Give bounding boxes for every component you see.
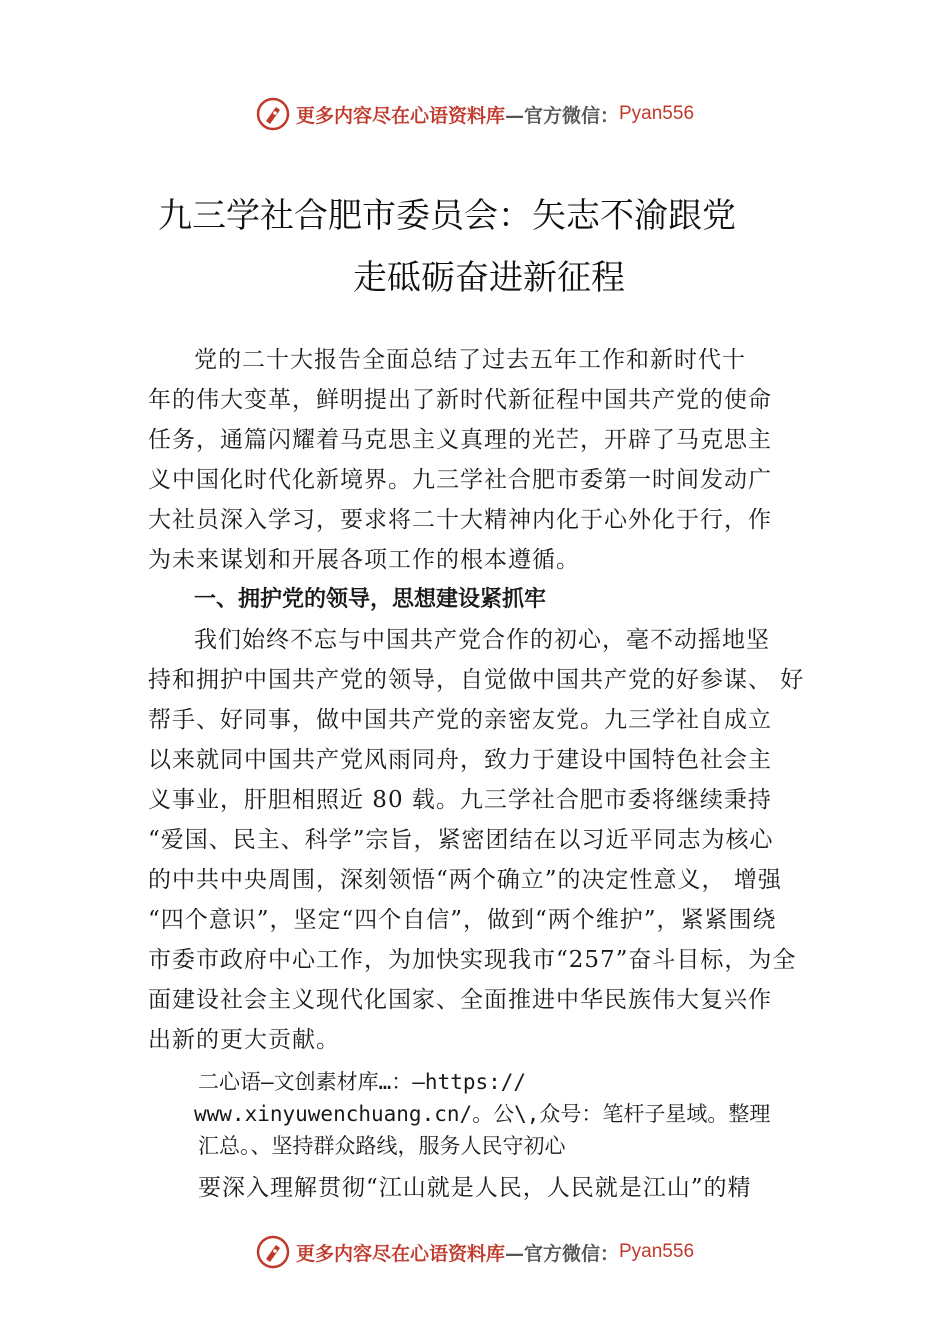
- paragraph-2-line: 我们始终不忘与中国共产党合作的初心，毫不动摇地坚: [194, 627, 770, 653]
- paragraph-1-line: 大社员深入学习，要求将二十大精神内化于心外化于行，作: [148, 507, 772, 533]
- paragraph-3-line: 要深入理解贯彻“江山就是人民，人民就是江山”的精: [198, 1175, 752, 1201]
- paragraph-2-line: 义事业，肝胆相照近 80 载。九三学社合肥市委将继续秉持: [148, 787, 772, 813]
- watermark-text: 更多内容尽在心语资料库: [295, 104, 505, 127]
- watermark-banner-bottom: [0, 1232, 950, 1272]
- watermark-wechat-id: Pyan556: [619, 103, 695, 124]
- watermark-banner-top: [0, 94, 950, 134]
- paragraph-1-line: 义中国化时代化新境界。九三学社合肥市委第一时间发动广: [148, 467, 772, 493]
- paragraph-2-line: 持和拥护中国共产党的领导，自觉做中国共产党的好参谋、 好: [148, 667, 805, 693]
- paragraph-1-line: 为未来谋划和开展各项工作的根本遵循。: [148, 547, 580, 573]
- pen-nib-logo-icon: [256, 1235, 290, 1269]
- watermark-text: 更多内容尽在心语资料库: [295, 1242, 505, 1265]
- document-title-line-2: 走砥砺奋进新征程: [353, 258, 625, 298]
- section-heading-1: 一、拥护党的领导，思想建设紧抓牢: [194, 587, 547, 612]
- source-note-line: 二心语—文创素材库…：—https://: [198, 1070, 527, 1094]
- paragraph-1-line: 年的伟大变革，鲜明提出了新时代新征程中国共产党的使命: [148, 387, 772, 413]
- paragraph-2-line: “四个意识”，坚定“四个自信”，做到“两个维护”，紧紧围绕: [148, 907, 777, 933]
- watermark-separator: —官方微信：: [504, 104, 619, 127]
- paragraph-2-line: 面建设社会主义现代化国家、全面推进中华民族伟大复兴作: [148, 987, 772, 1013]
- paragraph-2-line: 市委市政府中心工作，为加快实现我市“257”奋斗目标，为全: [148, 947, 797, 973]
- paragraph-2-line: 的中共中央周围，深刻领悟“两个确立”的决定性意义， 增强: [148, 867, 782, 893]
- paragraph-1-line: 任务，通篇闪耀着马克思主义真理的光芒，开辟了马克思主: [148, 427, 772, 453]
- watermark-separator: —官方微信：: [504, 1242, 619, 1265]
- source-note-line: www.xinyuwenchuang.cn/。公\,众号：笔杆子星域。整理: [194, 1102, 771, 1126]
- paragraph-2-line: 出新的更大贡献。: [148, 1027, 340, 1053]
- paragraph-2-line: 以来就同中国共产党风雨同舟，致力于建设中国特色社会主: [148, 747, 772, 773]
- watermark-wechat-id: Pyan556: [619, 1241, 695, 1262]
- pen-nib-logo-icon: [256, 97, 290, 131]
- source-note: [148, 1066, 838, 1162]
- document-title-line-1: 九三学社合肥市委员会：矢志不渝跟党: [158, 196, 736, 236]
- paragraph-2-line: 帮手、好同事，做中国共产党的亲密友党。九三学社自成立: [148, 707, 772, 733]
- paragraph-1-line: 党的二十大报告全面总结了过去五年工作和新时代十: [194, 347, 746, 373]
- source-note-line: 汇总。、坚持群众路线，服务人民守初心: [198, 1134, 566, 1158]
- document-body: [148, 340, 838, 1208]
- paragraph-2-line: “爱国、民主、科学”宗旨，紧密团结在以习近平同志为核心: [148, 827, 774, 853]
